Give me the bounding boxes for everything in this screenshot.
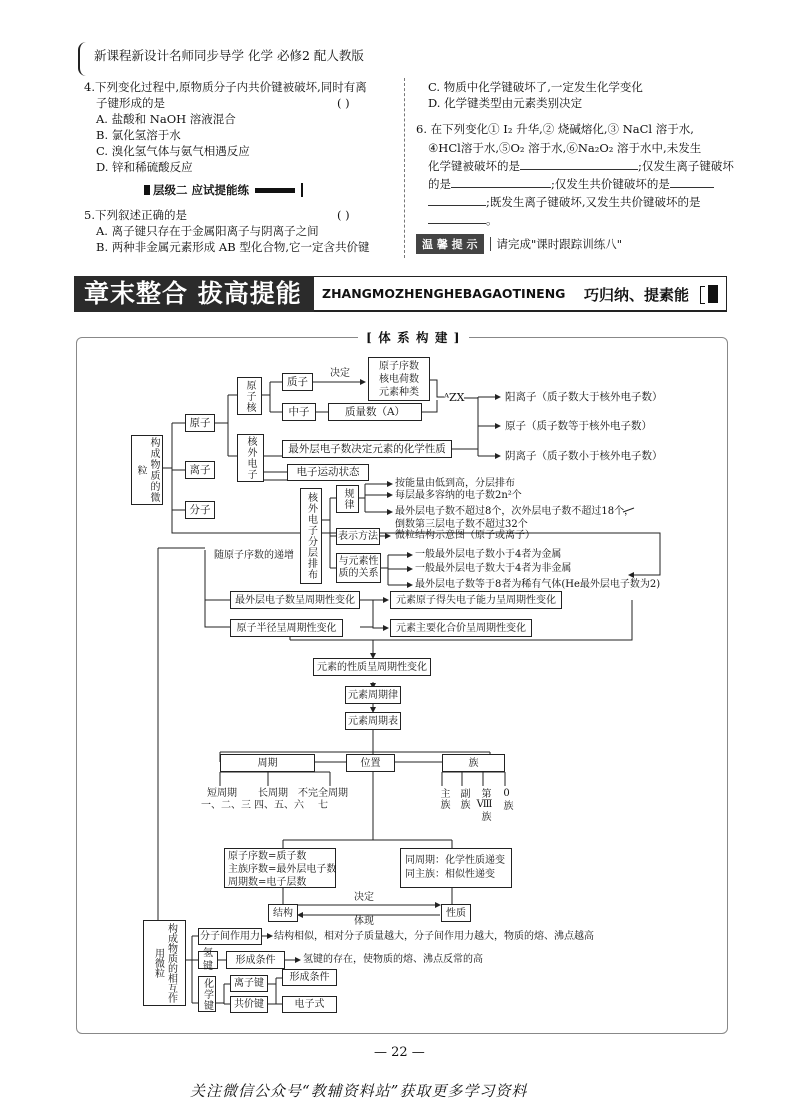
node-electrons: 核外电子 xyxy=(237,434,264,482)
node-atom: 原子 xyxy=(185,414,215,432)
chapter-subtitle: 巧归纳、提素能 xyxy=(584,286,690,304)
node-periodic-props: 元素的性质呈周期性变化 xyxy=(313,658,431,676)
period-long: 长周期 xyxy=(258,788,288,799)
rule-item-1: 按能量由低到高，分层排布 xyxy=(395,478,515,489)
node-structure: 结构 xyxy=(268,904,298,922)
node-neutron: 中子 xyxy=(282,403,316,421)
root-particles: 构成物质的微粒 xyxy=(131,435,163,505)
relation-item-1: 一般最外层电子数小于4者为金属 xyxy=(415,549,562,560)
relation-item-3: 最外层电子数等于8者为稀有气体(He最外层电子数为2) xyxy=(415,579,661,590)
q5-paren: ( ) xyxy=(337,208,350,222)
node-nucleus: 原子核 xyxy=(237,377,262,415)
period-incomplete: 不完全周期 xyxy=(298,788,348,799)
tip-text: 请完成"课时跟踪训练八" xyxy=(496,237,623,251)
property-rules-box: 同周期：化学性质递变 同主族：相似性递变 xyxy=(400,848,512,888)
node-outer-decides: 最外层电子数决定元素的化学性质 xyxy=(282,440,452,458)
q5-stem: 5.下列叙述正确的是 xyxy=(84,208,187,222)
group-sub: 副族 xyxy=(458,788,469,810)
header-title: 新课程新设计名师同步导学 化学 必修2 配人教版 xyxy=(94,48,364,63)
q4-option-c: C. 溴化氢气体与氨气相遇反应 xyxy=(96,144,250,158)
node-e-formula: 电子式 xyxy=(282,996,337,1013)
node-ionic: 离子键 xyxy=(230,975,268,992)
node-covalent: 共价键 xyxy=(230,996,268,1013)
q5-option-c: C. 物质中化学键破坏了,一定发生化学变化 xyxy=(428,80,643,94)
rule-item-3: 最外层电子数不超过8个，次外层电子数不超过18个， xyxy=(395,506,635,517)
node-proton-box: 原子序数 核电荷数 元素种类 xyxy=(368,357,430,401)
node-table: 元素周期表 xyxy=(345,712,401,730)
structure-rules-box: 原子序数=质子数 主族序数=最外层电子数 周期数=电子层数 xyxy=(224,848,336,888)
node-cation: 阳离子（质子数大于核外电子数） xyxy=(505,391,663,403)
node-property: 性质 xyxy=(441,904,471,922)
chapter-pinyin: ZHANGMOZHENGHEBAGAOTINENG xyxy=(322,286,566,301)
q6-line4: 的是 ;仅发生共价键破坏的是 xyxy=(428,176,714,192)
group-viii: 第Ⅷ族 xyxy=(479,788,490,822)
node-layer: 核外电子分层排布 xyxy=(300,488,322,584)
period-short: 短周期 xyxy=(207,788,237,799)
relation-item-2: 一般最外层电子数大于4者为非金属 xyxy=(415,563,572,574)
q4-stem2: 子键形成的是 xyxy=(96,96,165,110)
period-long-n: 四、五、六 xyxy=(254,800,304,811)
tip-label: 温 馨 提 示 xyxy=(416,234,484,254)
label-reflects: 体现 xyxy=(354,916,374,927)
node-mass: 质量数（A） xyxy=(328,403,422,421)
q4-stem: 4.下列变化过程中,原物质分子内共价键被破坏,同时有离 xyxy=(84,80,367,94)
section-title: [ 体 系 构 建 ] xyxy=(358,328,469,346)
node-period-radius: 原子半径呈周期性变化 xyxy=(230,619,343,637)
node-ion: 离子 xyxy=(185,461,215,479)
period-short-n: 一、二、三 xyxy=(201,800,251,811)
node-molecule: 分子 xyxy=(185,501,215,519)
group-zero: 0族 xyxy=(501,788,512,811)
node-period: 周期 xyxy=(220,754,315,772)
q6-line1: 6. 在下列变化① I₂ 升华,② 烧碱熔化,③ NaCl 溶于水, xyxy=(416,122,694,136)
q4-option-b: B. 氯化氢溶于水 xyxy=(96,128,181,142)
level-banner: 层级二 应试提能练 xyxy=(144,182,303,198)
label-increase: 随原子序数的递增 xyxy=(214,550,294,561)
node-position: 位置 xyxy=(346,754,395,772)
node-proton: 质子 xyxy=(282,373,313,391)
node-period-valence: 元素主要化合价呈周期性变化 xyxy=(390,619,532,637)
interaction-root: 构成物质的相互作用微粒 xyxy=(143,920,186,1006)
node-period-gain: 元素原子得失电子能力呈周期性变化 xyxy=(390,591,562,609)
label-decide-1: 决定 xyxy=(330,368,350,379)
node-represent: 表示方法 xyxy=(336,528,380,545)
group-main: 主族 xyxy=(438,788,449,810)
q6-line5: ;既发生离子键破坏,又发生共价键破坏的是 xyxy=(428,194,701,210)
node-chem-bond: 化学键 xyxy=(198,976,216,1012)
q4-option-d: D. 锌和稀硫酸反应 xyxy=(96,160,193,174)
node-form-cond-2: 形成条件 xyxy=(282,969,337,986)
page-number: — 22 — xyxy=(374,1045,425,1060)
label-decide-2: 决定 xyxy=(354,892,374,903)
node-hbond: 氢键 xyxy=(198,951,218,969)
node-period-outer: 最外层电子数呈周期性变化 xyxy=(230,591,360,609)
footer-note: 关注微信公众号“教辅资料站”获取更多学习资料 xyxy=(190,1082,528,1100)
q4-option-a: A. 盐酸和 NaOH 溶液混合 xyxy=(96,112,236,126)
q5-option-b: B. 两种非金属元素形成 AB 型化合物,它一定含共价键 xyxy=(96,240,370,254)
rule-item-2: 每层最多容纳的电子数2n²个 xyxy=(395,490,522,501)
node-neutral: 原子（质子数等于核外电子数） xyxy=(505,420,652,432)
rule-item-4: 倒数第三层电子数不超过32个 xyxy=(395,519,528,530)
node-law: 元素周期律 xyxy=(345,686,401,704)
chapter-title: 章末整合 拔高提能 xyxy=(84,279,302,308)
node-intermolecular: 分子间作用力 xyxy=(198,928,262,945)
node-form-cond: 形成条件 xyxy=(226,951,285,969)
q5-option-d: D. 化学键类型由元素类别决定 xyxy=(428,96,583,110)
period-incomplete-n: 七 xyxy=(318,800,328,811)
node-rule: 规律 xyxy=(336,485,359,513)
q6-line6: 。 xyxy=(428,212,498,228)
hbond-text: 氢键的存在，使物质的熔、沸点反常的高 xyxy=(303,954,483,965)
q6-line3: 化学键被破坏的是 ;仅发生离子键破坏 xyxy=(428,159,734,173)
intermolecular-text: 结构相似，相对分子质量越大，分子间作用力越大，物质的熔、沸点越高 xyxy=(274,931,594,942)
node-relation: 与元素性质的关系 xyxy=(336,553,381,583)
q4-paren: ( ) xyxy=(337,96,350,110)
node-anion: 阴离子（质子数小于核外电子数） xyxy=(505,450,663,462)
represent-item: 微粒结构示意图（原子或离子） xyxy=(395,530,535,541)
node-motion: 电子运动状态 xyxy=(287,464,369,481)
node-symbol: ᴬZX xyxy=(444,391,465,404)
q6-line2: ④HCl溶于水,⑤O₂ 溶于水,⑥Na₂O₂ 溶于水中,未发生 xyxy=(428,141,702,155)
node-group: 族 xyxy=(442,754,505,772)
q5-option-a: A. 离子键只存在于金属阳离子与阴离子之间 xyxy=(96,224,319,238)
